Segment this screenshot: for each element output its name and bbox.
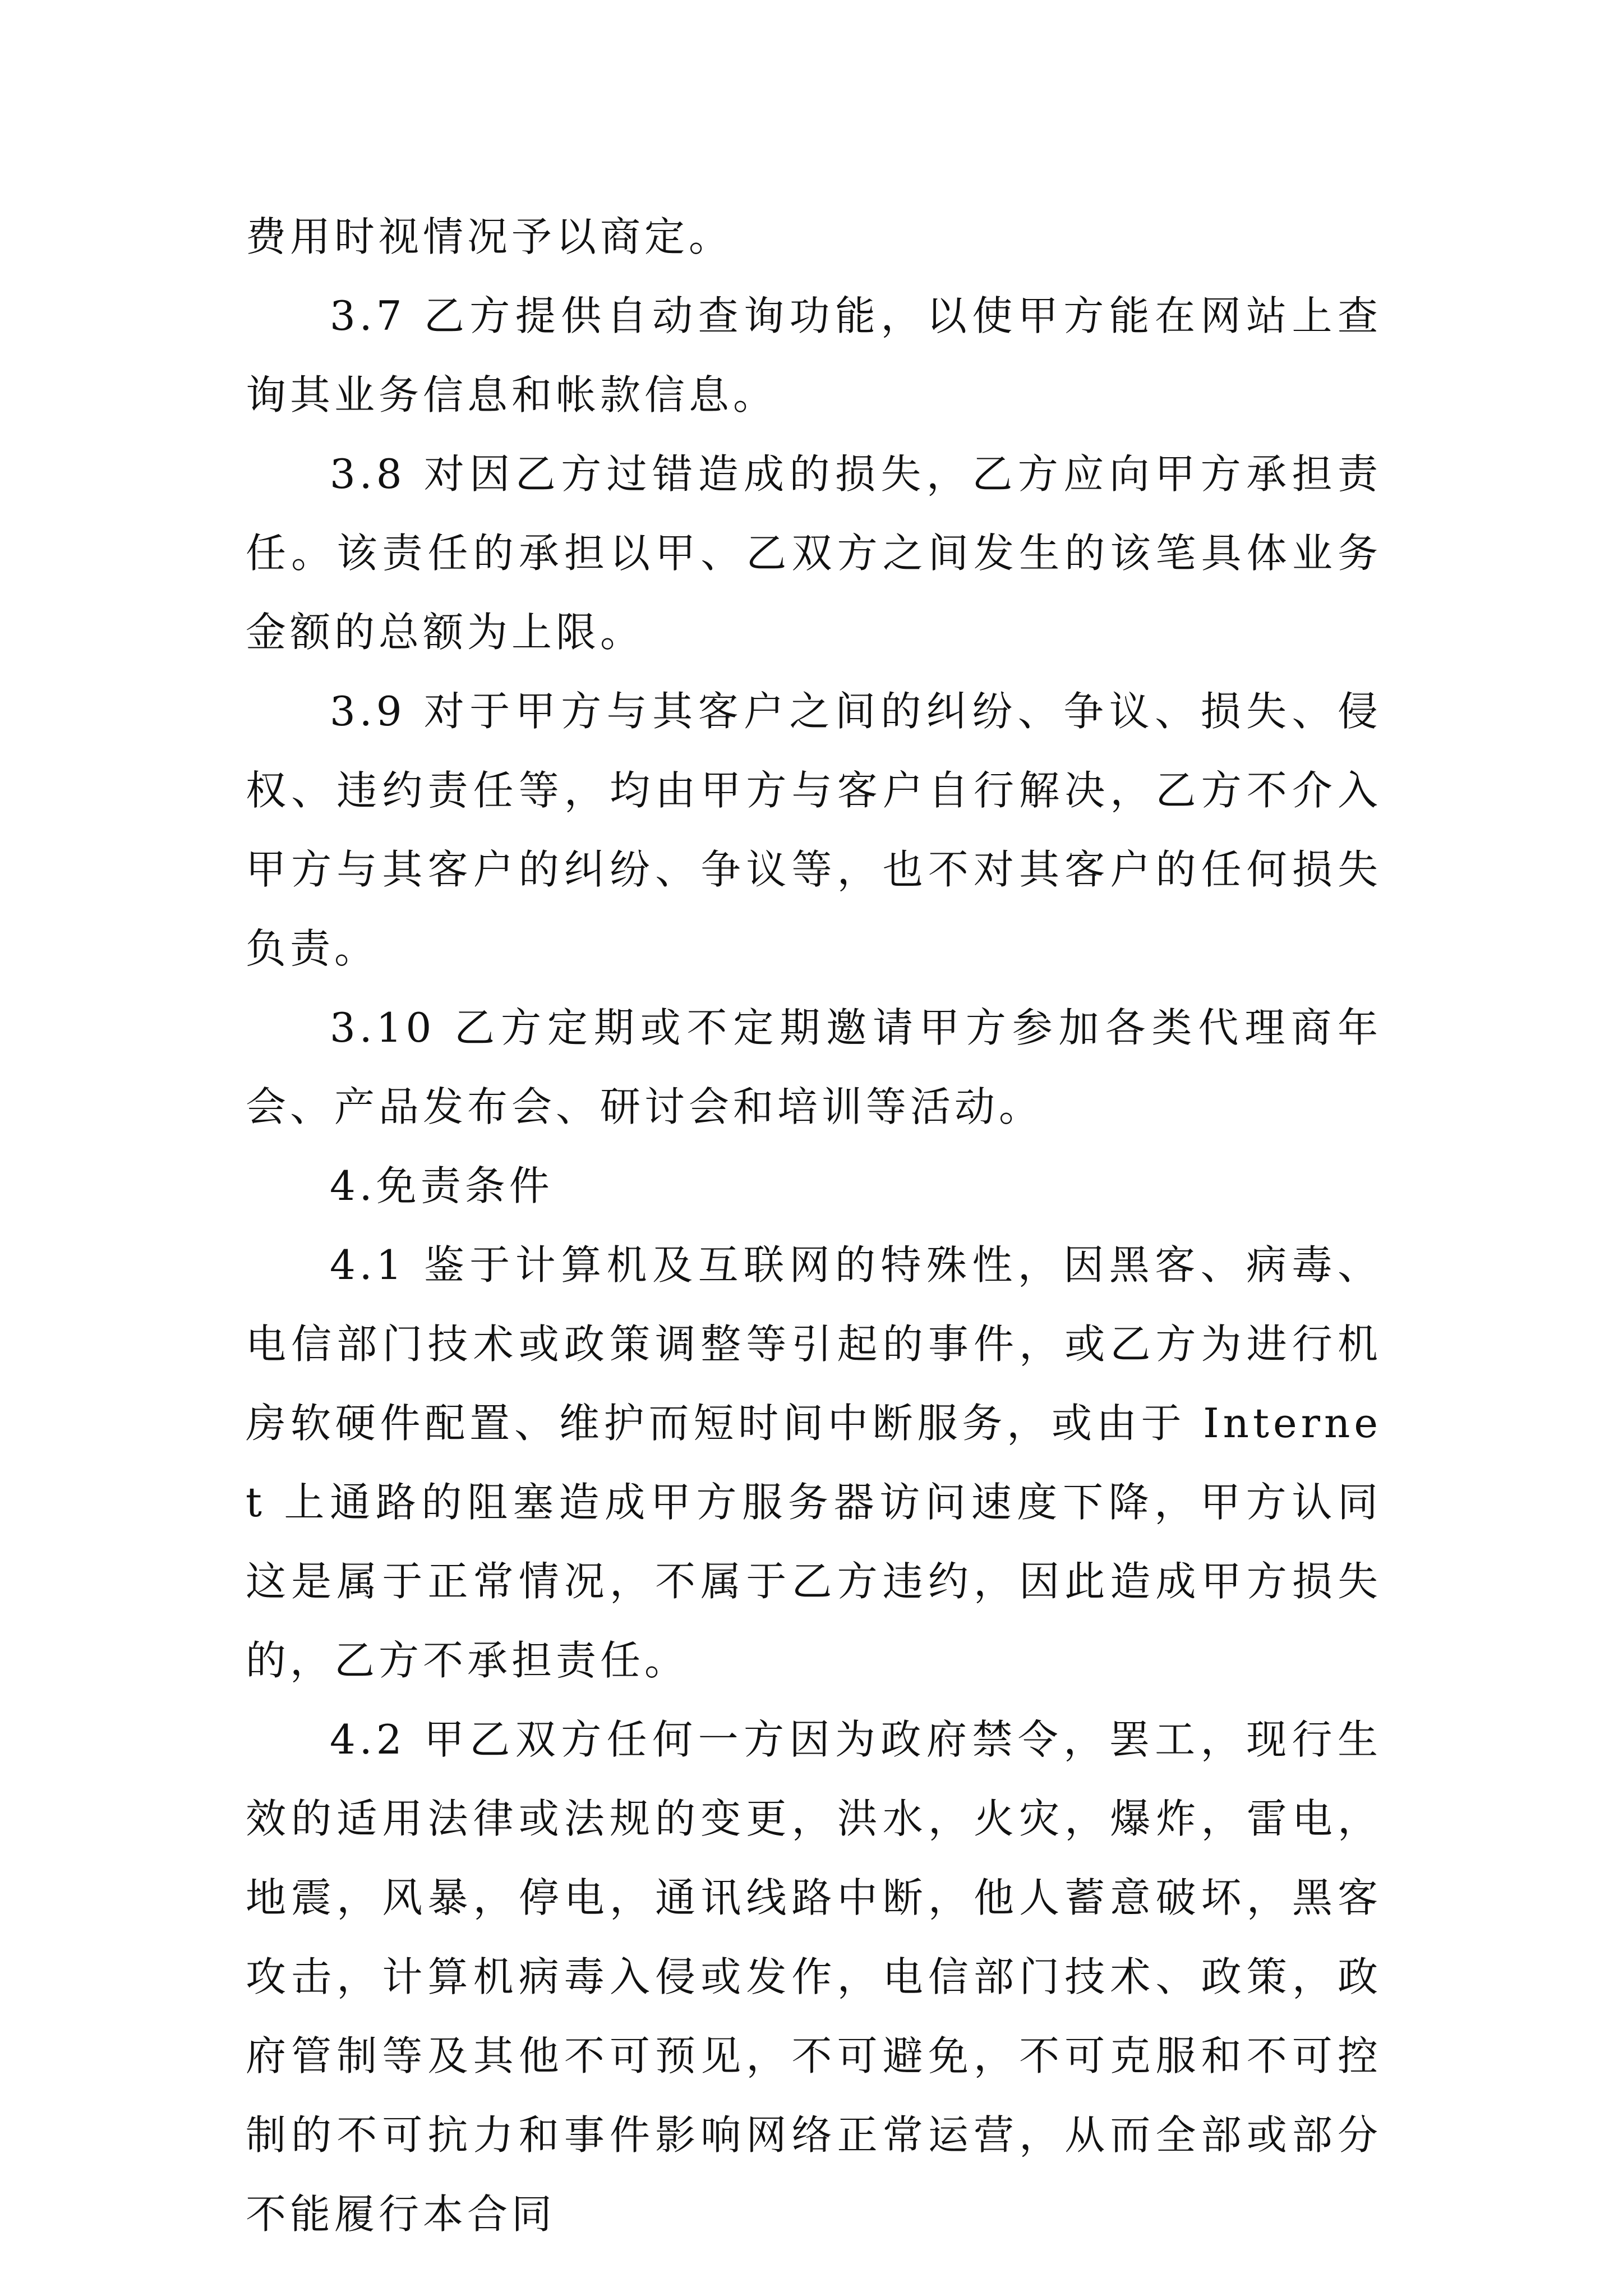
paragraph-4-1: 4.1 鉴于计算机及互联网的特殊性，因黑客、病毒、电信部门技术或政策调整等引起的事件，或乙方为进行机房软硬件配置、维护而短时间中断服务，或由于 Internet 上通路的阻塞造成甲方服务器访问速度下降，甲方认同这是属于正常情况，不属于乙方违约，因此造成甲方损失的，乙方不承担责任。 <box>246 1241 1382 1684</box>
document-body <box>246 197 1382 2254</box>
paragraph-3-9: 3.9 对于甲方与其客户之间的纠纷、争议、损失、侵权、违约责任等，均由甲方与客户自行解决，乙方不介入甲方与其客户的纠纷、争议等，也不对其客户的任何损失负责。 <box>246 688 1382 972</box>
paragraph-fee-continuation: 费用时视情况予以商定。 <box>246 213 734 260</box>
section-heading-4: 4.免责条件 <box>330 1162 554 1209</box>
paragraph-4-2: 4.2 甲乙双方任何一方因为政府禁令，罢工，现行生效的适用法律或法规的变更，洪水，火灾，爆炸，雷电，地震，风暴，停电，通讯线路中断，他人蓄意破坏，黑客攻击，计算机病毒入侵或发作，电信部门技术、政策，政府管制等及其他不可预见，不可避免，不可克服和不可控制的不可抗力和事件影响网络正常运营，从而全部或部分不能履行本合同 <box>246 1716 1382 2238</box>
paragraph-3-8: 3.8 对因乙方过错造成的损失，乙方应向甲方承担责任。该责任的承担以甲、乙双方之间发生的该笔具体业务金额的总额为上限。 <box>246 450 1382 656</box>
paragraph-3-7: 3.7 乙方提供自动查询功能，以使甲方能在网站上查询其业务信息和帐款信息。 <box>246 292 1382 418</box>
paragraph-3-10: 3.10 乙方定期或不定期邀请甲方参加各类代理商年会、产品发布会、研讨会和培训等活动。 <box>246 1004 1382 1130</box>
